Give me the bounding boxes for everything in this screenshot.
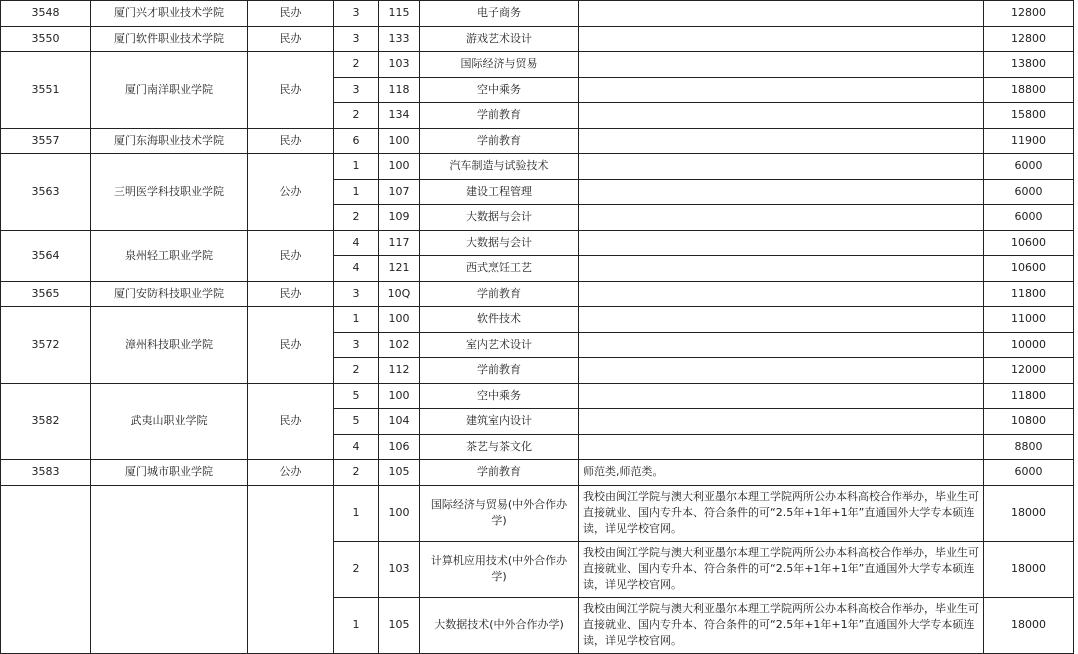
school-name-cell	[91, 485, 248, 653]
years-cell: 1	[334, 485, 379, 541]
table-row	[1, 281, 1074, 307]
years-cell: 4	[334, 434, 379, 460]
remark-cell: 师范类,师范类。	[579, 460, 984, 486]
major-code-cell: 109	[379, 205, 420, 231]
school-code-cell: 3582	[1, 383, 91, 460]
major-name-cell: 室内艺术设计	[420, 332, 579, 358]
tuition-cell: 10800	[984, 409, 1074, 435]
school-type-cell: 民办	[248, 1, 334, 27]
school-code-cell: 3565	[1, 281, 91, 307]
years-cell: 4	[334, 256, 379, 282]
tuition-cell: 6000	[984, 460, 1074, 486]
years-cell: 2	[334, 460, 379, 486]
years-cell: 1	[334, 597, 379, 653]
remark-cell	[579, 358, 984, 384]
school-name-cell: 三明医学科技职业学院	[91, 154, 248, 231]
school-code-cell: 3564	[1, 230, 91, 281]
major-name-cell: 游戏艺术设计	[420, 26, 579, 52]
table-row	[1, 460, 1074, 486]
major-code-cell: 100	[379, 485, 420, 541]
major-code-cell: 105	[379, 460, 420, 486]
remark-cell	[579, 256, 984, 282]
major-name-cell: 学前教育	[420, 281, 579, 307]
years-cell: 1	[334, 154, 379, 180]
major-code-cell: 117	[379, 230, 420, 256]
major-name-cell: 学前教育	[420, 460, 579, 486]
remark-cell	[579, 332, 984, 358]
years-cell: 6	[334, 128, 379, 154]
major-name-cell: 大数据技术(中外合作办学)	[420, 597, 579, 653]
school-type-cell: 民办	[248, 281, 334, 307]
years-cell: 5	[334, 383, 379, 409]
major-code-cell: 106	[379, 434, 420, 460]
remark-cell	[579, 103, 984, 129]
table-row	[1, 128, 1074, 154]
school-name-cell: 武夷山职业学院	[91, 383, 248, 460]
major-name-cell: 计算机应用技术(中外合作办学)	[420, 541, 579, 597]
major-code-cell: 118	[379, 77, 420, 103]
table-row	[1, 307, 1074, 333]
remark-cell	[579, 307, 984, 333]
major-code-cell: 103	[379, 52, 420, 78]
tuition-cell: 6000	[984, 205, 1074, 231]
school-name-cell: 厦门软件职业技术学院	[91, 26, 248, 52]
major-name-cell: 大数据与会计	[420, 205, 579, 231]
major-code-cell: 100	[379, 154, 420, 180]
major-name-cell: 空中乘务	[420, 77, 579, 103]
school-type-cell: 民办	[248, 26, 334, 52]
major-name-cell: 国际经济与贸易(中外合作办学)	[420, 485, 579, 541]
school-name-cell: 厦门兴才职业技术学院	[91, 1, 248, 27]
major-name-cell: 国际经济与贸易	[420, 52, 579, 78]
remark-cell	[579, 1, 984, 27]
major-code-cell: 100	[379, 383, 420, 409]
tuition-cell: 12000	[984, 358, 1074, 384]
years-cell: 2	[334, 52, 379, 78]
school-name-cell: 厦门城市职业学院	[91, 460, 248, 486]
remark-cell: 我校由闽江学院与澳大利亚墨尔本理工学院两所公办本科高校合作举办，毕业生可直接就业、国内专升本、符合条件的可“2.5年+1年+1年”直通国外大学专本硕连读，详见学校官网。	[579, 541, 984, 597]
school-type-cell: 民办	[248, 230, 334, 281]
major-code-cell: 115	[379, 1, 420, 27]
tuition-cell: 12800	[984, 26, 1074, 52]
major-name-cell: 电子商务	[420, 1, 579, 27]
tuition-cell: 11000	[984, 307, 1074, 333]
remark-cell	[579, 26, 984, 52]
school-code-cell: 3572	[1, 307, 91, 384]
remark-cell	[579, 383, 984, 409]
tuition-cell: 18000	[984, 541, 1074, 597]
major-code-cell: 134	[379, 103, 420, 129]
major-code-cell: 100	[379, 128, 420, 154]
years-cell: 1	[334, 307, 379, 333]
table-row	[1, 383, 1074, 409]
remark-cell	[579, 230, 984, 256]
remark-cell	[579, 434, 984, 460]
major-code-cell: 112	[379, 358, 420, 384]
tuition-cell: 12800	[984, 1, 1074, 27]
remark-cell: 我校由闽江学院与澳大利亚墨尔本理工学院两所公办本科高校合作举办，毕业生可直接就业、国内专升本、符合条件的可“2.5年+1年+1年”直通国外大学专本硕连读，详见学校官网。	[579, 597, 984, 653]
school-code-cell: 3551	[1, 52, 91, 129]
years-cell: 2	[334, 103, 379, 129]
remark-cell	[579, 409, 984, 435]
major-name-cell: 学前教育	[420, 358, 579, 384]
years-cell: 2	[334, 205, 379, 231]
tuition-cell: 11800	[984, 281, 1074, 307]
major-name-cell: 西式烹饪工艺	[420, 256, 579, 282]
years-cell: 1	[334, 179, 379, 205]
school-code-cell: 3563	[1, 154, 91, 231]
years-cell: 3	[334, 26, 379, 52]
school-name-cell: 厦门东海职业技术学院	[91, 128, 248, 154]
major-code-cell: 105	[379, 597, 420, 653]
remark-cell	[579, 154, 984, 180]
school-code-cell: 3550	[1, 26, 91, 52]
remark-cell	[579, 128, 984, 154]
tuition-cell: 6000	[984, 179, 1074, 205]
years-cell: 3	[334, 1, 379, 27]
school-name-cell: 漳州科技职业学院	[91, 307, 248, 384]
remark-cell	[579, 205, 984, 231]
years-cell: 2	[334, 358, 379, 384]
major-code-cell: 100	[379, 307, 420, 333]
major-code-cell: 121	[379, 256, 420, 282]
school-code-cell	[1, 485, 91, 653]
school-type-cell: 民办	[248, 128, 334, 154]
major-name-cell: 大数据与会计	[420, 230, 579, 256]
years-cell: 3	[334, 281, 379, 307]
tuition-cell: 10000	[984, 332, 1074, 358]
tuition-cell: 10600	[984, 256, 1074, 282]
major-name-cell: 建筑室内设计	[420, 409, 579, 435]
years-cell: 3	[334, 332, 379, 358]
remark-cell	[579, 281, 984, 307]
tuition-cell: 8800	[984, 434, 1074, 460]
major-code-cell: 133	[379, 26, 420, 52]
remark-cell	[579, 179, 984, 205]
major-name-cell: 空中乘务	[420, 383, 579, 409]
tuition-cell: 15800	[984, 103, 1074, 129]
school-code-cell: 3583	[1, 460, 91, 486]
school-code-cell: 3557	[1, 128, 91, 154]
tuition-cell: 13800	[984, 52, 1074, 78]
remark-cell	[579, 52, 984, 78]
tuition-cell: 10600	[984, 230, 1074, 256]
major-code-cell: 102	[379, 332, 420, 358]
tuition-cell: 6000	[984, 154, 1074, 180]
major-code-cell: 107	[379, 179, 420, 205]
years-cell: 2	[334, 541, 379, 597]
major-name-cell: 汽车制造与试验技术	[420, 154, 579, 180]
school-name-cell: 厦门南洋职业学院	[91, 52, 248, 129]
years-cell: 4	[334, 230, 379, 256]
remark-cell: 我校由闽江学院与澳大利亚墨尔本理工学院两所公办本科高校合作举办，毕业生可直接就业、国内专升本、符合条件的可“2.5年+1年+1年”直通国外大学专本硕连读，详见学校官网。	[579, 485, 984, 541]
school-type-cell: 民办	[248, 52, 334, 129]
school-type-cell	[248, 485, 334, 653]
major-code-cell: 10Q	[379, 281, 420, 307]
years-cell: 3	[334, 77, 379, 103]
table-row	[1, 52, 1074, 78]
school-code-cell: 3548	[1, 1, 91, 27]
tuition-cell: 18800	[984, 77, 1074, 103]
major-name-cell: 茶艺与茶文化	[420, 434, 579, 460]
remark-cell	[579, 77, 984, 103]
major-code-cell: 103	[379, 541, 420, 597]
school-type-cell: 民办	[248, 307, 334, 384]
major-name-cell: 建设工程管理	[420, 179, 579, 205]
school-name-cell: 泉州轻工职业学院	[91, 230, 248, 281]
tuition-cell: 18000	[984, 485, 1074, 541]
table-row	[1, 26, 1074, 52]
tuition-cell: 18000	[984, 597, 1074, 653]
major-code-cell: 104	[379, 409, 420, 435]
years-cell: 5	[334, 409, 379, 435]
school-type-cell: 公办	[248, 460, 334, 486]
tuition-cell: 11900	[984, 128, 1074, 154]
tuition-cell: 11800	[984, 383, 1074, 409]
table-row	[1, 485, 1074, 541]
table-row	[1, 1, 1074, 27]
school-name-cell: 厦门安防科技职业学院	[91, 281, 248, 307]
table-row	[1, 154, 1074, 180]
major-name-cell: 软件技术	[420, 307, 579, 333]
school-type-cell: 民办	[248, 383, 334, 460]
table-row	[1, 230, 1074, 256]
major-name-cell: 学前教育	[420, 128, 579, 154]
school-type-cell: 公办	[248, 154, 334, 231]
major-name-cell: 学前教育	[420, 103, 579, 129]
